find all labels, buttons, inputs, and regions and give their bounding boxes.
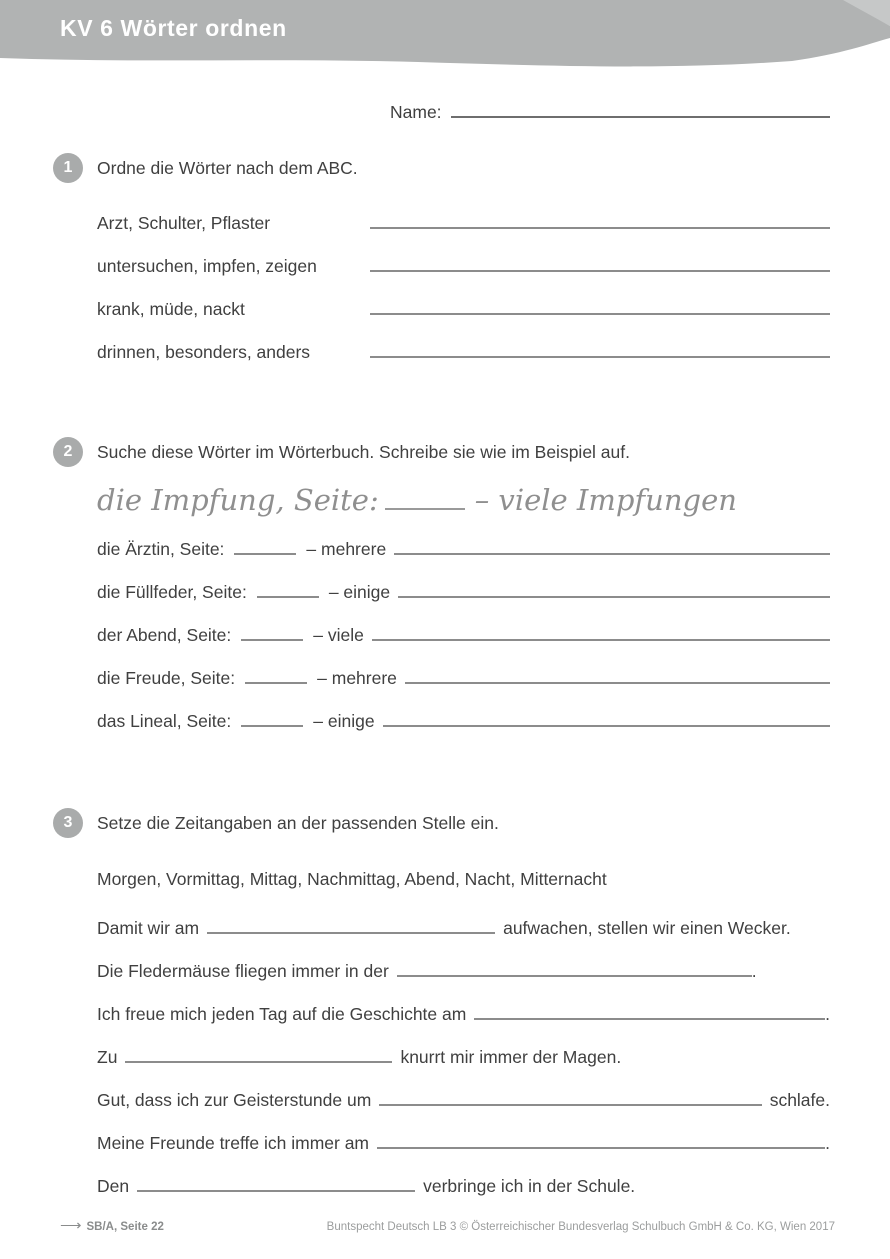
- sentence-after: schlafe.: [769, 1090, 830, 1110]
- word-bank: Morgen, Vormittag, Mittag, Nachmittag, Abend, Nacht, Mitternacht: [97, 869, 607, 889]
- task-1-row: [97, 212, 830, 233]
- answer-line[interactable]: [207, 917, 495, 934]
- page-title: KV 6 Wörter ordnen: [60, 15, 287, 41]
- task-2-rows: [97, 538, 830, 731]
- name-input-line[interactable]: [451, 100, 830, 118]
- answer-line[interactable]: [405, 667, 830, 684]
- task-3-sentences: [97, 917, 830, 1196]
- plural-prompt: – mehrere: [306, 539, 387, 559]
- sentence-row: [97, 1003, 830, 1024]
- dictionary-word: die Freude, Seite:: [97, 668, 236, 688]
- task-2-row: [97, 667, 830, 688]
- sentence-before: Meine Freunde treffe ich immer am: [97, 1133, 370, 1153]
- answer-line[interactable]: [372, 624, 830, 641]
- sentence-after: .: [825, 1133, 830, 1153]
- plural-prompt: – mehrere: [317, 668, 397, 688]
- task-2-row: [97, 624, 830, 645]
- answer-line[interactable]: [474, 1003, 825, 1020]
- sentence-after: .: [751, 961, 757, 981]
- plural-prompt: – einige: [313, 711, 375, 731]
- dictionary-word: das Lineal, Seite:: [97, 711, 232, 731]
- answer-line[interactable]: [379, 1089, 761, 1106]
- footer-reference: [60, 1216, 164, 1234]
- footer-reference-label: SB/A, Seite 22: [86, 1221, 164, 1233]
- dictionary-word: der Abend, Seite:: [97, 625, 232, 645]
- plural-prompt: – viele: [313, 625, 364, 645]
- sentence-row: [97, 1175, 830, 1196]
- sentence-row: [97, 1089, 830, 1110]
- task-1-row: [97, 341, 830, 362]
- task-2-row: [97, 581, 830, 602]
- sentence-before: Gut, dass ich zur Geisterstunde um: [97, 1090, 372, 1110]
- page-footer: [60, 1216, 835, 1234]
- answer-line[interactable]: [398, 581, 830, 598]
- page-number-line[interactable]: [245, 667, 307, 684]
- worksheet-content: [63, 100, 830, 1196]
- page-number-line[interactable]: [241, 710, 303, 727]
- sentence-after: aufwachen, stellen wir einen Wecker.: [503, 918, 791, 938]
- task-2-row: [97, 538, 830, 559]
- word-group-label: drinnen, besonders, anders: [97, 342, 311, 362]
- task-3-instruction: Setze die Zeitangaben an der passenden Stelle ein.: [97, 813, 499, 833]
- answer-line[interactable]: [370, 298, 830, 315]
- sentence-before: Die Fledermäuse fliegen immer in der: [97, 961, 389, 981]
- word-group-label: krank, müde, nackt: [97, 299, 245, 319]
- task-1-row: [97, 255, 830, 276]
- answer-line[interactable]: [125, 1046, 392, 1063]
- sentence-row: [97, 1046, 830, 1067]
- task-1-rows: [97, 212, 830, 362]
- task-2-instruction: Suche diese Wörter im Wörterbuch. Schreibe sie wie im Beispiel auf.: [97, 442, 630, 462]
- word-group-label: Arzt, Schulter, Pflaster: [97, 213, 271, 233]
- page-number-line[interactable]: [241, 624, 303, 641]
- example-page-line: [385, 484, 465, 510]
- dictionary-word: die Ärztin, Seite:: [97, 539, 225, 559]
- task-3-header: [63, 813, 830, 833]
- handwritten-example: [97, 478, 830, 522]
- sentence-before: Damit wir am: [97, 918, 200, 938]
- dictionary-word: die Füllfeder, Seite:: [97, 582, 247, 602]
- answer-line[interactable]: [370, 212, 830, 229]
- sentence-row: [97, 917, 830, 938]
- footer-copyright: Buntspecht Deutsch LB 3 © Österreichischer Bundesverlag Schulbuch GmbH & Co. KG, Wien 2017: [326, 1221, 835, 1233]
- name-row: [390, 100, 830, 122]
- answer-line[interactable]: [377, 1132, 825, 1149]
- task-1-row: [97, 298, 830, 319]
- sentence-before: Ich freue mich jeden Tag auf die Geschichte am: [97, 1004, 467, 1024]
- task-2-header: [63, 442, 830, 462]
- task-2-row: [97, 710, 830, 731]
- answer-line[interactable]: [370, 341, 830, 358]
- page-number-line[interactable]: [234, 538, 296, 555]
- answer-line[interactable]: [137, 1175, 415, 1192]
- example-suffix: – viele Impfungen: [474, 483, 737, 517]
- task-3-number-badge: 3: [53, 808, 83, 838]
- sentence-after: verbringe ich in der Schule.: [423, 1176, 636, 1196]
- sentence-row: [97, 1132, 830, 1153]
- answer-line[interactable]: [370, 255, 830, 272]
- task-2-number-badge: 2: [53, 437, 83, 467]
- sentence-after: .: [825, 1004, 830, 1024]
- sentence-before: Zu: [97, 1047, 118, 1067]
- page-number-line[interactable]: [257, 581, 319, 598]
- name-label: Name:: [390, 102, 442, 122]
- task-1-number-badge: 1: [53, 153, 83, 183]
- long-arrow-icon: ⟶: [60, 1217, 82, 1234]
- sentence-after: knurrt mir immer der Magen.: [400, 1047, 622, 1067]
- answer-line[interactable]: [383, 710, 830, 727]
- word-group-label: untersuchen, impfen, zeigen: [97, 256, 317, 276]
- sentence-row: [97, 960, 830, 981]
- task-1-header: [63, 158, 830, 178]
- sentence-before: Den: [97, 1176, 130, 1196]
- plural-prompt: – einige: [328, 582, 391, 602]
- task-1-instruction: Ordne die Wörter nach dem ABC.: [97, 158, 358, 178]
- example-prefix: die Impfung, Seite:: [97, 483, 379, 517]
- answer-line[interactable]: [394, 538, 830, 555]
- answer-line[interactable]: [397, 960, 752, 977]
